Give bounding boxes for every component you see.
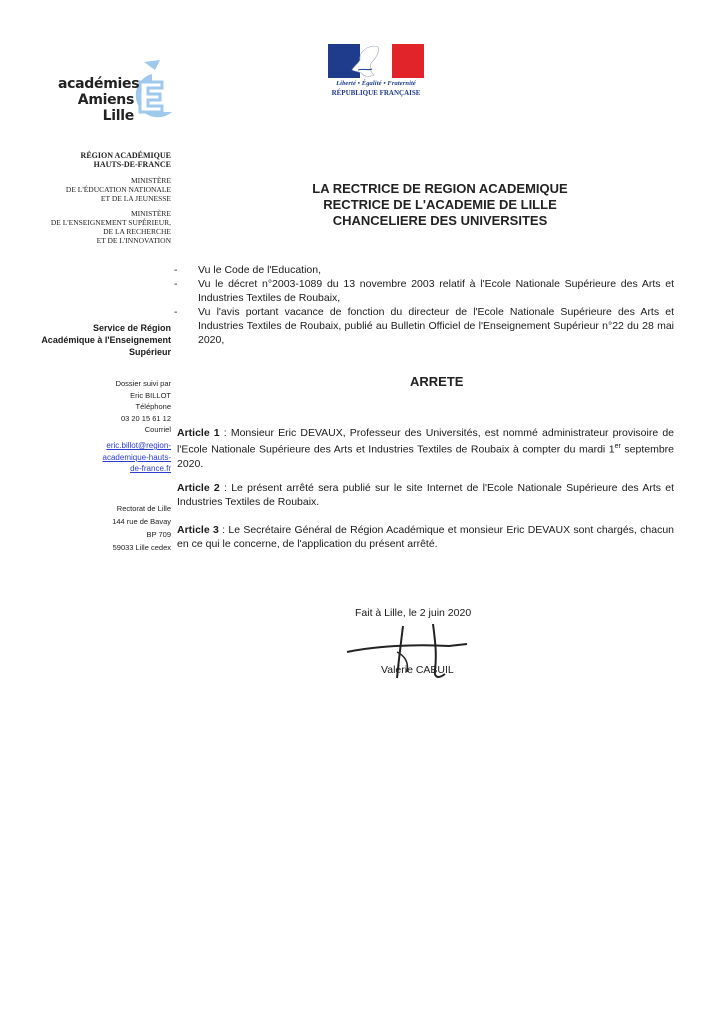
lille-word: Lille xyxy=(102,108,134,124)
ordinal-suffix: er xyxy=(614,443,621,450)
amiens-word: Amiens xyxy=(77,92,134,108)
ministere-education xyxy=(66,176,171,203)
address-line: BP 709 xyxy=(146,530,171,539)
article-2 xyxy=(177,481,674,509)
address-line: Rectorat de Lille xyxy=(116,504,171,513)
academie-e-icon xyxy=(128,60,176,136)
address-line: 59033 Lille cedex xyxy=(112,543,171,552)
visas-list xyxy=(172,263,674,347)
marianne-logo xyxy=(328,44,424,97)
visa-item: - Vu l'avis portant vacance de fonction du directeur de l'Ecole Nationale Supérieure des Arts et Industries Textiles de Roubaix, publié au Bulletin Officiel de l'Enseignement Supérieur n°22 du 28 mai 2020, xyxy=(174,306,674,346)
address-line: 144 rue de Bavay xyxy=(112,517,171,526)
ministere-enseignement-superieur xyxy=(51,209,171,245)
ministere-line: ET DE L'INNOVATION xyxy=(96,236,171,245)
visa-text: Vu le Code de l'Education, xyxy=(198,264,322,276)
courriel-label: Courriel xyxy=(144,425,171,434)
region-line: RÉGION ACADÉMIQUE xyxy=(80,151,171,160)
article-text: : Monsieur Eric DEVAUX, Professeur des Universités, est nommé administrateur provisoire de l'Ecole Nationale Supérieure des Arts et Industries Textiles de Roubaix à compter du mardi 1 xyxy=(177,427,674,456)
marianne-profile-icon xyxy=(350,44,394,78)
email-link[interactable] xyxy=(103,440,171,475)
ministere-line: DE LA RECHERCHE xyxy=(103,227,171,236)
region-line: HAUTS-DE-FRANCE xyxy=(93,160,171,169)
place-date: Fait à Lille, le 2 juin 2020 xyxy=(355,607,472,619)
article-text-end: septembre 2020. xyxy=(177,443,674,470)
heading-line: LA RECTRICE DE REGION ACADEMIQUE xyxy=(312,181,568,196)
tricolor-flag xyxy=(328,44,424,78)
academies-word: académies xyxy=(58,76,140,92)
telephone-label: Téléphone xyxy=(135,402,171,411)
telephone-number: 03 20 15 61 12 xyxy=(120,413,171,423)
ministere-line: ET DE LA JEUNESSE xyxy=(100,194,171,203)
republique-francaise-text: RÉPUBLIQUE FRANÇAISE xyxy=(331,89,421,97)
email-line[interactable]: de-france.fr xyxy=(130,464,171,473)
article-label: Article 1 xyxy=(177,427,220,439)
postal-address xyxy=(112,502,171,554)
ministere-line: DE L'ENSEIGNEMENT SUPÉRIEUR, xyxy=(50,218,171,227)
document-heading xyxy=(250,181,630,229)
service-line: Supérieur xyxy=(128,347,171,357)
article-label: Article 2 xyxy=(177,482,220,494)
heading-line: CHANCELIERE DES UNIVERSITES xyxy=(332,213,548,228)
visa-text: Vu le décret n°2003-1089 du 13 novembre 2003 relatif à l'Ecole Nationale Supérieure des Arts et Industries Textiles de Roubaix, xyxy=(198,278,674,304)
article-3 xyxy=(177,523,674,551)
ministere-line: DE L'ÉDUCATION NATIONALE xyxy=(65,185,171,194)
ministere-line: MINISTÈRE xyxy=(131,209,171,218)
devise-text: Liberté • Égalité • Fraternité xyxy=(336,80,416,87)
article-text: : Le Secrétaire Général de Région Académique et monsieur Eric DEVAUX sont chargés, chacun en ce qui le concerne, de l'application du présent arrêté. xyxy=(177,524,675,550)
service-line: Service de Région xyxy=(92,323,171,333)
service-name xyxy=(41,322,171,358)
dossier-label: Dossier suivi par xyxy=(115,379,171,388)
contact-name: Eric BILLOT xyxy=(130,390,171,400)
article-text: : Le présent arrêté sera publié sur le site Internet de l'Ecole Nationale Supérieure des Arts et Industries Textiles de Roubaix. xyxy=(177,482,675,508)
arrete-title: ARRETE xyxy=(410,374,464,389)
article-label: Article 3 xyxy=(177,524,219,536)
signatory-name: Valérie CABUIL xyxy=(381,664,454,676)
visa-text: Vu l'avis portant vacance de fonction du directeur de l'Ecole Nationale Supérieure des Arts et Industries Textiles de Roubaix, publié au Bulletin Officiel de l'Enseignement Supérieur n°22 du 28 mai 2020, xyxy=(198,306,674,346)
service-line: Académique à l'Enseignement xyxy=(41,335,171,345)
ministere-line: MINISTÈRE xyxy=(131,176,171,185)
article-1 xyxy=(177,426,674,471)
region-academique xyxy=(81,151,171,169)
academies-logo xyxy=(58,60,178,140)
email-line[interactable]: academique-hauts- xyxy=(102,452,171,462)
visa-item: - Vu le décret n°2003-1089 du 13 novembre 2003 relatif à l'Ecole Nationale Supérieure des Arts et Industries Textiles de Roubaix, xyxy=(174,278,674,304)
visa-item: - Vu le Code de l'Education, xyxy=(174,264,322,276)
dossier-contact xyxy=(116,378,171,436)
heading-line: RECTRICE DE L'ACADEMIE DE LILLE xyxy=(323,197,557,212)
email-line[interactable]: eric.billot@region- xyxy=(106,441,171,450)
